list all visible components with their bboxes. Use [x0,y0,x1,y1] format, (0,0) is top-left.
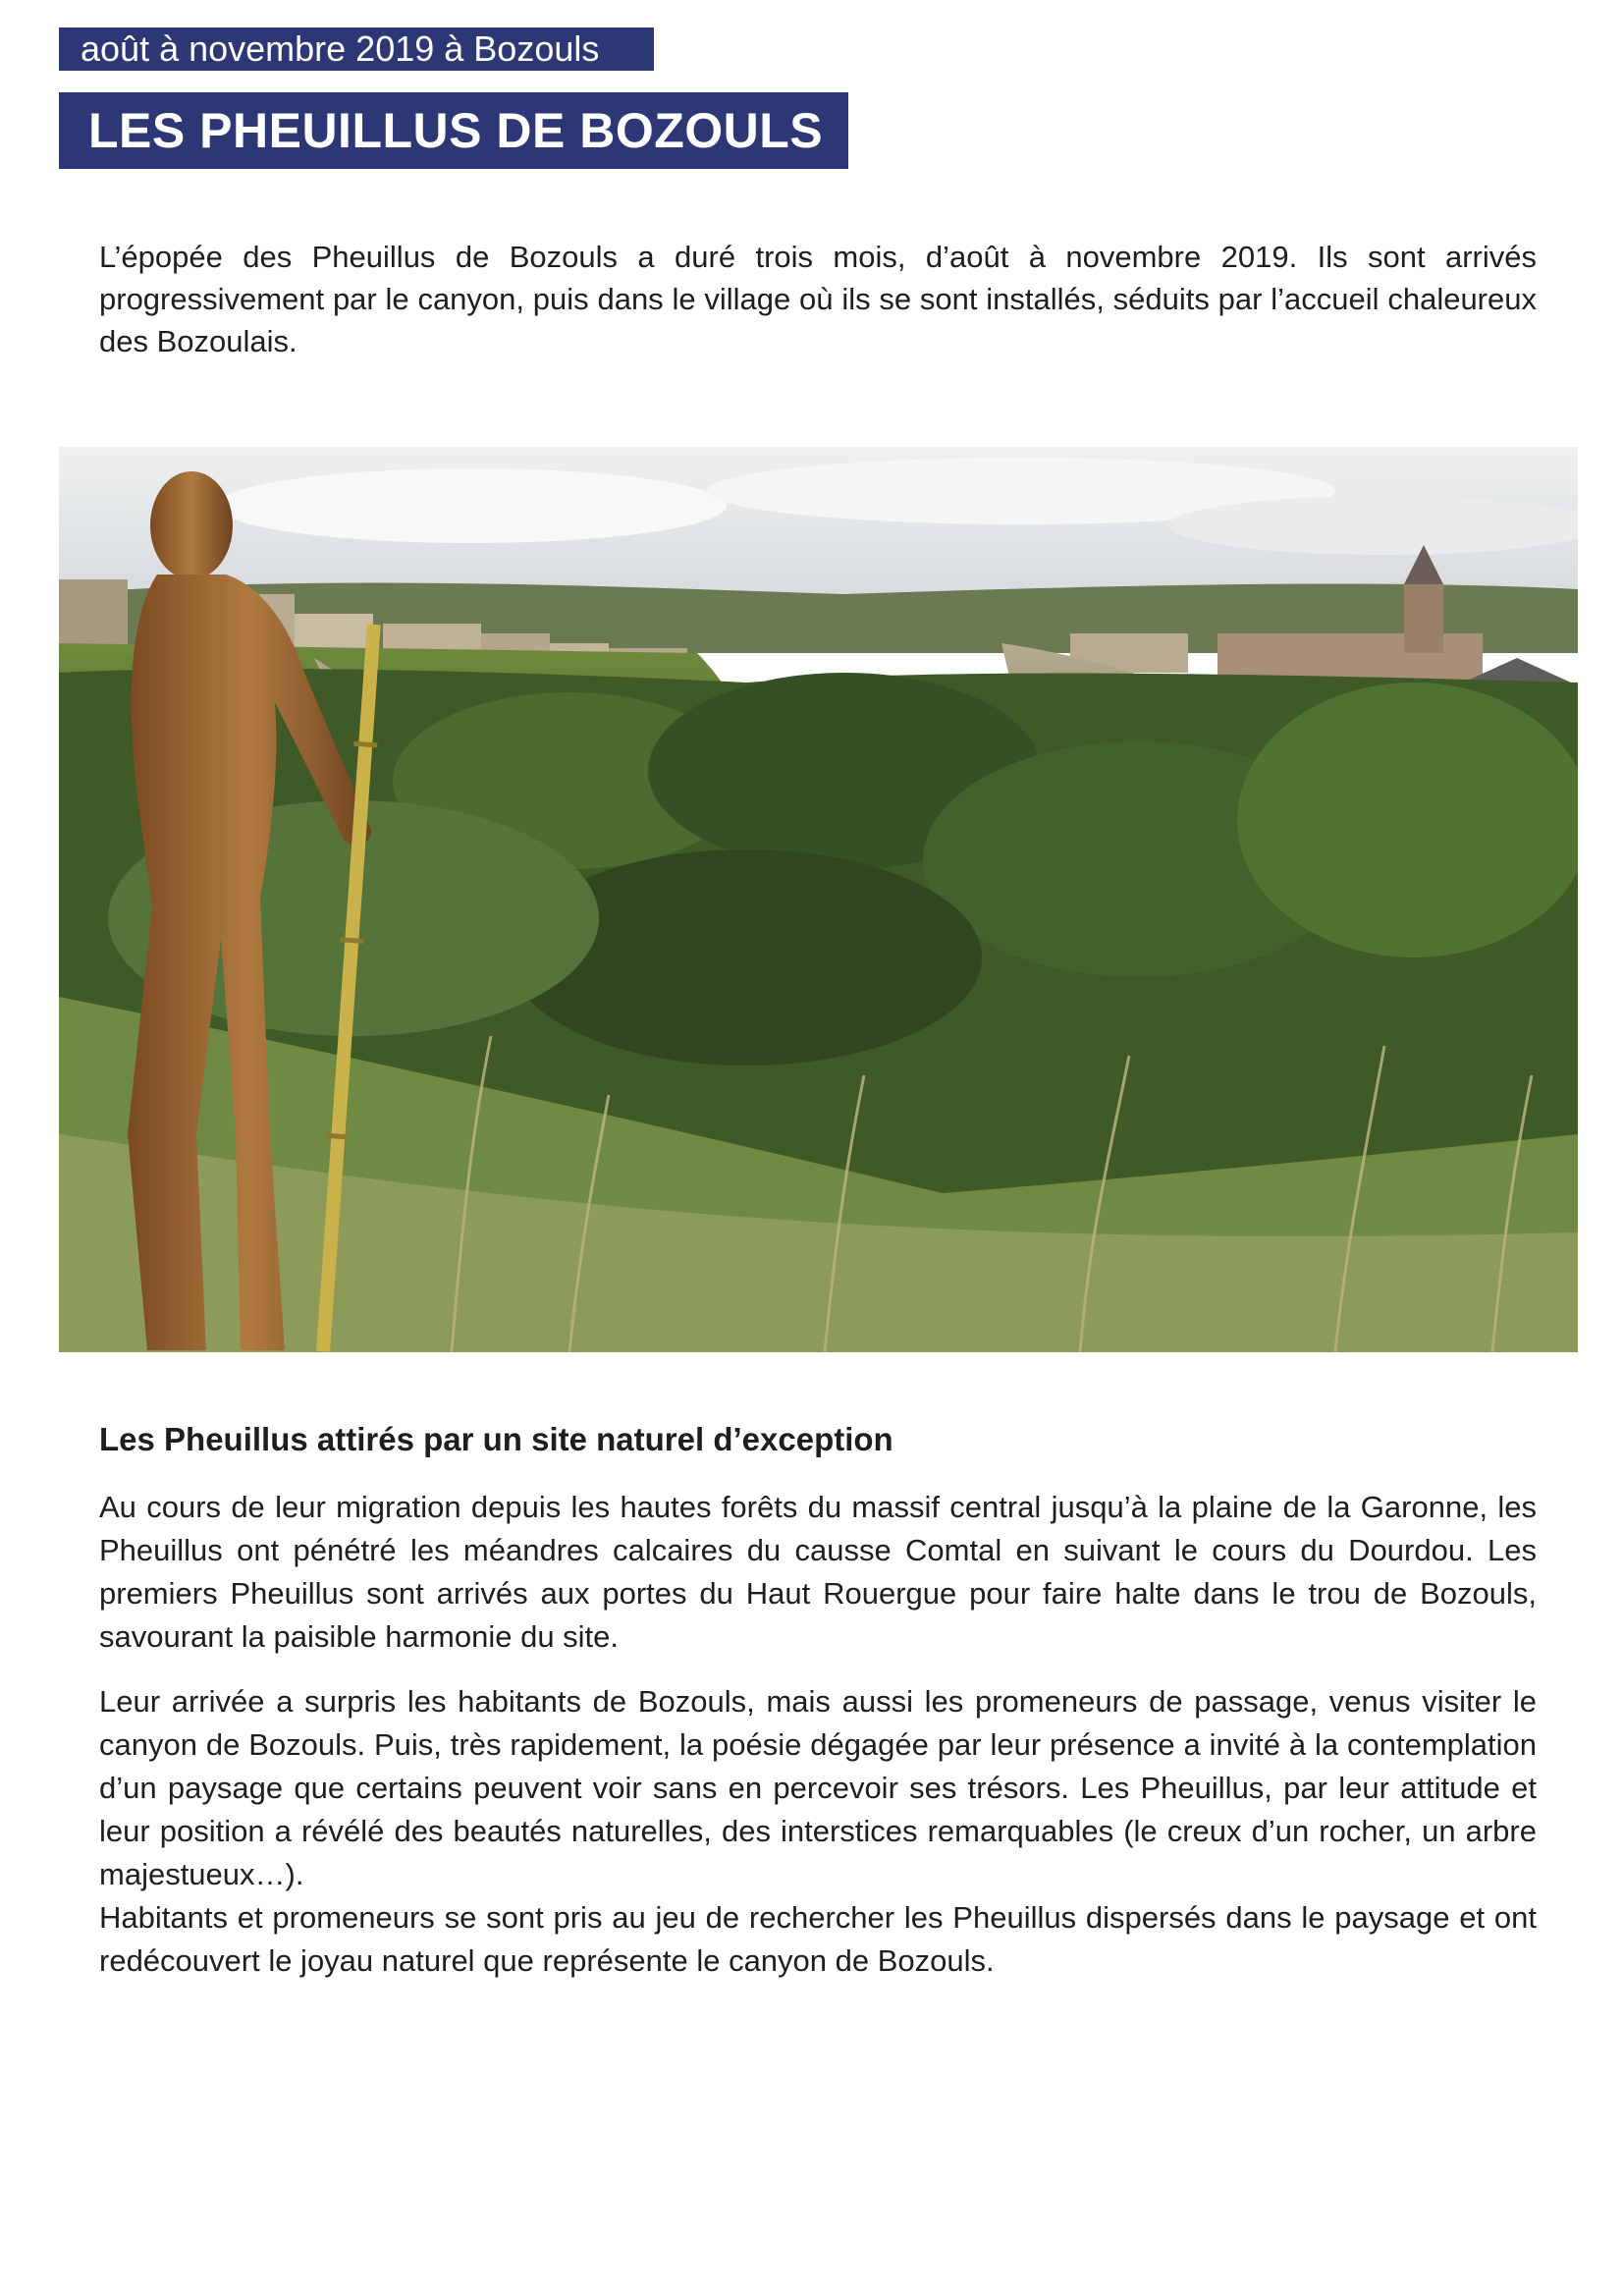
date-banner: août à novembre 2019 à Bozouls [59,27,654,71]
canyon-landscape-illustration [59,447,1578,1352]
body-paragraph-3: Habitants et promeneurs se sont pris au jeu de rechercher les Pheuillus dispersés dans le paysage et ont redécouvert le joyau naturel que représente le canyon de Bozouls. [99,1900,1537,1978]
body-paragraph-2: Leur arrivée a surpris les habitants de Bozouls, mais aussi les promeneurs de passage, venus visiter le canyon de Bozouls. Puis, très rapidement, la poésie dégagée par leur présence a invité à la contemplation d’un paysage que certains peuvent voir sans en percevoir ses trésors. Les Pheuillus, par leur attitude et leur position a révélé des beautés naturelles, des interstices remarquables (le creux d’un rocher, un arbre majestueux…). [99,1684,1537,1891]
section-heading: Les Pheuillus attirés par un site naturel d’exception [99,1421,893,1457]
body-paragraph-1: Au cours de leur migration depuis les hautes forêts du massif central jusqu’à la plaine de la Garonne, les Pheuillus ont pénétré les méandres calcaires du causse Comtal en suivant le cours du Dourdou. Les premiers Pheuillus sont arrivés aux portes du Haut Rouergue pour faire halte dans le trou de Bozouls, savourant la paisible harmonie du site. [99,1490,1537,1654]
page-title: LES PHEUILLUS DE BOZOULS [59,92,848,169]
canyon-photo [59,447,1578,1352]
intro-paragraph: L’épopée des Pheuillus de Bozouls a duré trois mois, d’août à novembre 2019. Ils sont arrivés progressivement par le canyon, puis dans le village où ils se sont installés, séduits par l’accueil chaleureux des Bozoulais. [99,240,1537,358]
